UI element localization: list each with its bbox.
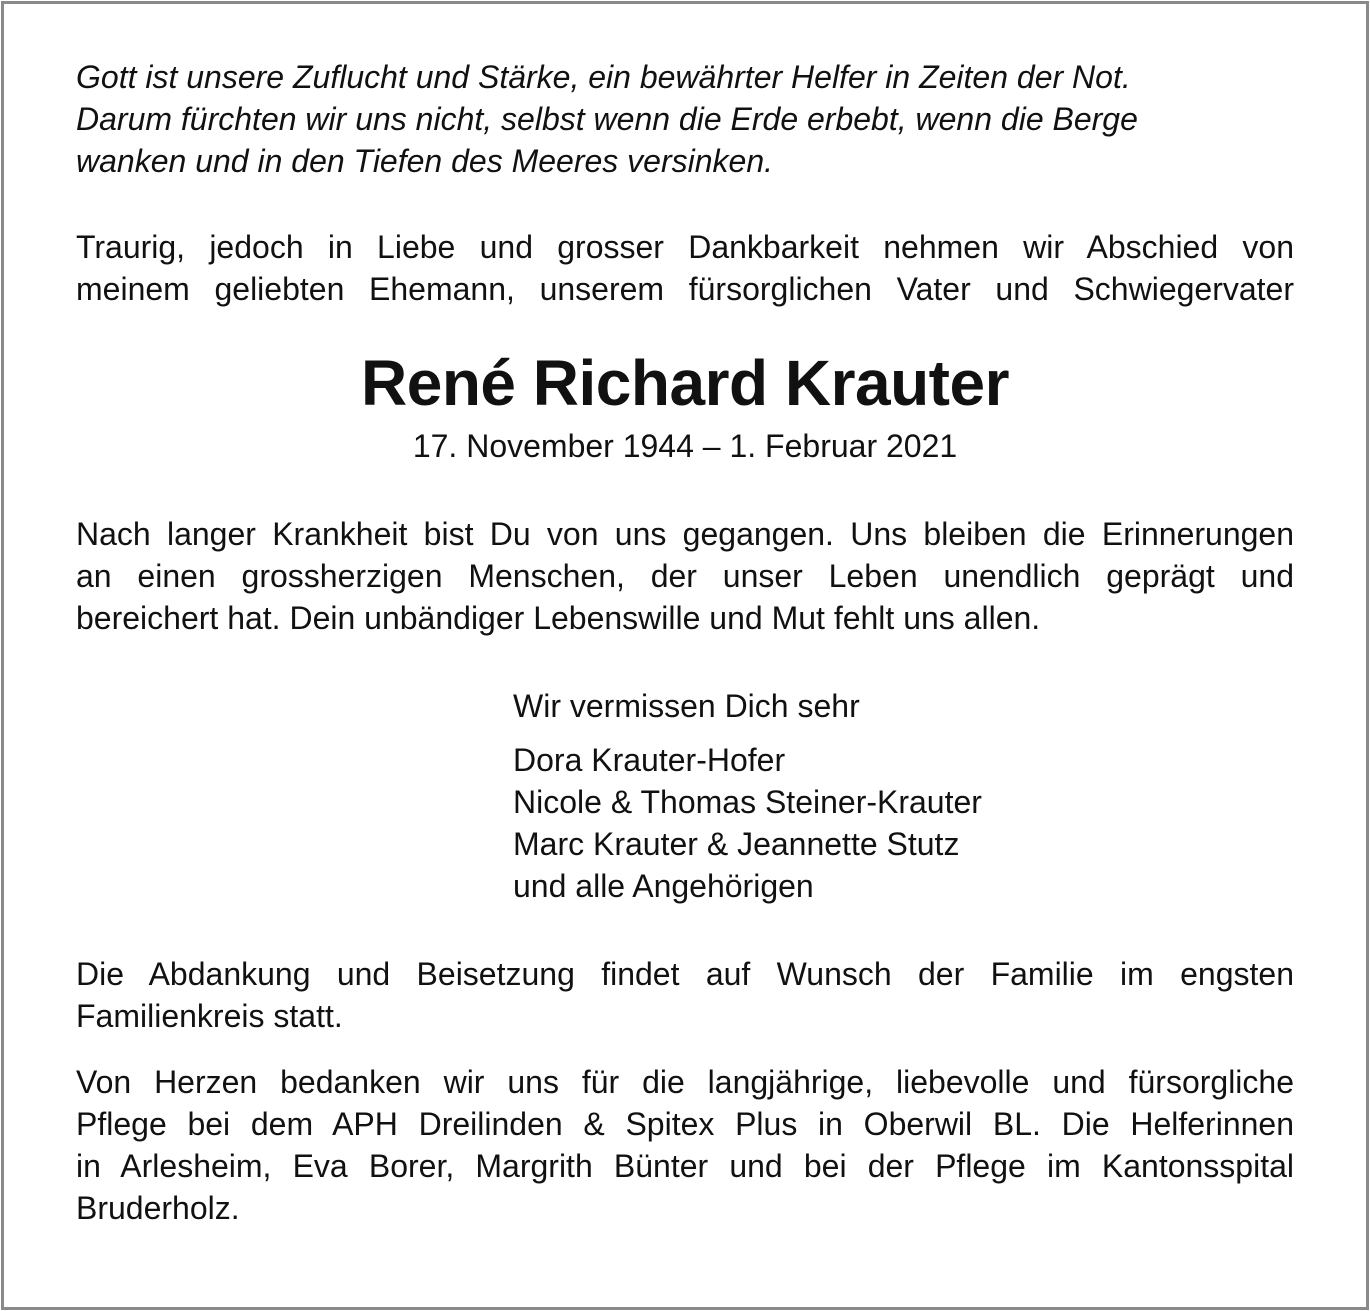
intro-paragraph bbox=[76, 226, 1294, 310]
ceremony-paragraph bbox=[76, 953, 1294, 1037]
deceased-name: René Richard Krauter bbox=[361, 347, 1009, 419]
mourners-list bbox=[513, 739, 1294, 907]
quote-line: Gott ist unsere Zuflucht und Stärke, ein bewährter Helfer in Zeiten der Not. bbox=[76, 59, 1131, 95]
quote-line: Darum fürchten wir uns nicht, selbst wenn die Erde erbebt, wenn die Berge bbox=[76, 101, 1138, 137]
intro-line: Traurig, jedoch in Liebe und grosser Dankbarkeit nehmen wir Abschied von bbox=[76, 229, 1294, 265]
life-dates: 17. November 1944 – 1. Februar 2021 bbox=[412, 428, 958, 464]
thanks-line: Pflege bei dem APH Dreilinden & Spitex Plus in Oberwil BL. Die Helferinnen bbox=[76, 1106, 1294, 1142]
obituary-notice bbox=[76, 56, 1294, 1229]
intro-line: meinem geliebten Ehemann, unserem fürsorglichen Vater und Schwiegervater bbox=[76, 271, 1294, 307]
thanks-line: Von Herzen bedanken wir uns für die langjährige, liebevolle und fürsorgliche bbox=[76, 1064, 1294, 1100]
mourner-name: Nicole & Thomas Steiner-Krauter bbox=[513, 784, 982, 820]
bible-quote bbox=[76, 56, 1294, 182]
ceremony-line: Familienkreis statt. bbox=[76, 998, 343, 1034]
mourner-name: und alle Angehörigen bbox=[513, 868, 814, 904]
miss-you-line: Wir vermissen Dich sehr bbox=[513, 688, 860, 724]
thanks-paragraph bbox=[76, 1061, 1294, 1229]
mourners-block bbox=[513, 685, 1294, 907]
mourner-name: Marc Krauter & Jeannette Stutz bbox=[513, 826, 960, 862]
thanks-line: Bruderholz. bbox=[76, 1190, 240, 1226]
mourner-name: Dora Krauter-Hofer bbox=[513, 742, 786, 778]
ceremony-line: Die Abdankung und Beisetzung findet auf Wunsch der Familie im engsten bbox=[76, 956, 1294, 992]
farewell-paragraph bbox=[76, 513, 1294, 639]
quote-line: wanken und in den Tiefen des Meeres versinken. bbox=[76, 143, 774, 179]
farewell-line: bereichert hat. Dein unbändiger Lebenswille und Mut fehlt uns allen. bbox=[76, 600, 1041, 636]
farewell-line: an einen grossherzigen Menschen, der unser Leben unendlich geprägt und bbox=[76, 558, 1294, 594]
farewell-line: Nach langer Krankheit bist Du von uns gegangen. Uns bleiben die Erinnerungen bbox=[76, 516, 1294, 552]
thanks-line: in Arlesheim, Eva Borer, Margrith Bünter und bei der Pflege im Kantonsspital bbox=[76, 1148, 1294, 1184]
